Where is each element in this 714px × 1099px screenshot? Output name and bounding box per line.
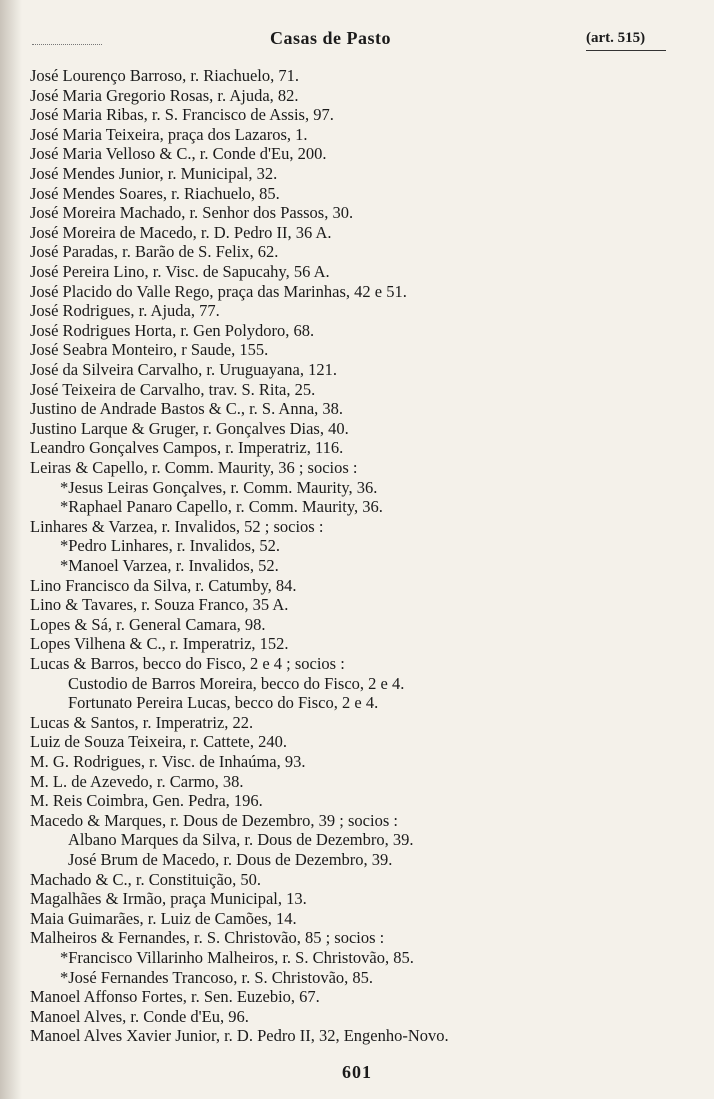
header-rule bbox=[586, 50, 666, 51]
page-edge-shadow bbox=[0, 0, 22, 1099]
directory-entry: José Lourenço Barroso, r. Riachuelo, 71. bbox=[30, 66, 299, 85]
directory-entry: Lucas & Santos, r. Imperatriz, 22. bbox=[30, 712, 254, 732]
directory-entry: José Brum de Macedo, r. Dous de Dezembro, 39. bbox=[68, 850, 393, 869]
directory-entry: José Teixeira de Carvalho, trav. S. Rita, 25. bbox=[30, 379, 316, 399]
directory-entry: José Maria Velloso & C., r. Conde d'Eu, 200. bbox=[30, 144, 327, 164]
directory-entry: José Rodrigues Horta, r. Gen Polydoro, 68. bbox=[30, 320, 315, 340]
directory-entry: José Rodrigues, r. Ajuda, 77. bbox=[30, 301, 220, 321]
directory-entry: José da Silveira Carvalho, r. Uruguayana, 121. bbox=[30, 360, 338, 379]
directory-entry: José Maria Teixeira, praça dos Lazaros, 1. bbox=[30, 124, 308, 144]
directory-entry: Machado & C., r. Constituição, 50. bbox=[30, 869, 261, 889]
directory-entry: *José Fernandes Trancoso, r. S. Christovão, 85. bbox=[60, 967, 374, 987]
directory-entry: Manoel Alves Xavier Junior, r. D. Pedro II, 32, Engenho-Novo. bbox=[30, 1026, 449, 1046]
directory-entry: Manoel Alves, r. Conde d'Eu, 96. bbox=[30, 1006, 249, 1026]
directory-entry: José Maria Gregorio Rosas, r. Ajuda, 82. bbox=[30, 85, 299, 105]
directory-entry: Justino Larque & Gruger, r. Gonçalves Dias, 40. bbox=[30, 418, 349, 438]
directory-entry: *Pedro Linhares, r. Invalidos, 52. bbox=[60, 536, 280, 556]
directory-entry: M. L. de Azevedo, r. Carmo, 38. bbox=[30, 771, 244, 791]
directory-entry: José Seabra Monteiro, r Saude, 155. bbox=[30, 340, 269, 360]
directory-entry: José Moreira Machado, r. Senhor dos Passos, 30. bbox=[30, 203, 354, 223]
directory-entry: José Maria Ribas, r. S. Francisco de Assis, 97. bbox=[30, 105, 334, 125]
directory-entry: Leandro Gonçalves Campos, r. Imperatriz, 116. bbox=[30, 438, 344, 458]
directory-entry: Lopes Vilhena & C., r. Imperatriz, 152. bbox=[30, 634, 289, 654]
directory-entry: Magalhães & Irmão, praça Municipal, 13. bbox=[30, 889, 307, 909]
directory-entry: Lino Francisco da Silva, r. Catumby, 84. bbox=[30, 575, 297, 595]
directory-entry: Lino & Tavares, r. Souza Franco, 35 A. bbox=[30, 595, 289, 615]
directory-entry: José Moreira de Macedo, r. D. Pedro II, 36 A. bbox=[30, 222, 332, 242]
directory-entry: José Paradas, r. Barão de S. Felix, 62. bbox=[30, 242, 279, 262]
directory-entry: Maia Guimarães, r. Luiz de Camões, 14. bbox=[30, 908, 297, 928]
directory-entry: José Mendes Junior, r. Municipal, 32. bbox=[30, 164, 278, 183]
directory-entry: *Raphael Panaro Capello, r. Comm. Maurity, 36. bbox=[60, 497, 383, 517]
directory-entry: José Pereira Lino, r. Visc. de Sapucahy, 56 A. bbox=[30, 262, 330, 281]
directory-entry: Lucas & Barros, becco do Fisco, 2 e 4 ; socios : bbox=[30, 654, 345, 673]
directory-entry: José Placido do Valle Rego, praça das Marinhas, 42 e 51. bbox=[30, 281, 407, 301]
directory-entry: Lopes & Sá, r. General Camara, 98. bbox=[30, 614, 266, 634]
directory-entry: José Mendes Soares, r. Riachuelo, 85. bbox=[30, 183, 280, 203]
page-header bbox=[0, 28, 714, 52]
directory-entry: Linhares & Varzea, r. Invalidos, 52 ; socios : bbox=[30, 516, 324, 536]
directory-entry: M. Reis Coimbra, Gen. Pedra, 196. bbox=[30, 791, 263, 811]
directory-entry: Malheiros & Fernandes, r. S. Christovão, 85 ; socios : bbox=[30, 928, 385, 948]
directory-entry: Macedo & Marques, r. Dous de Dezembro, 39 ; socios : bbox=[30, 810, 398, 830]
directory-entry: M. G. Rodrigues, r. Visc. de Inhaúma, 93. bbox=[30, 752, 306, 771]
directory-entry: Justino de Andrade Bastos & C., r. S. Anna, 38. bbox=[30, 399, 344, 419]
directory-entry: Manoel Affonso Fortes, r. Sen. Euzebio, 67. bbox=[30, 987, 320, 1007]
dotted-leader bbox=[32, 44, 102, 45]
directory-entry: Fortunato Pereira Lucas, becco do Fisco, 2 e 4. bbox=[68, 693, 379, 713]
page-number: 601 bbox=[342, 1062, 372, 1082]
directory-entry: Luiz de Souza Teixeira, r. Cattete, 240. bbox=[30, 732, 287, 752]
article-reference: (art. 515) bbox=[586, 30, 646, 46]
directory-entry: Leiras & Capello, r. Comm. Maurity, 36 ; socios : bbox=[30, 458, 358, 477]
directory-entry: *Jesus Leiras Gonçalves, r. Comm. Maurity, 36. bbox=[60, 477, 378, 497]
directory-entry: *Manoel Varzea, r. Invalidos, 52. bbox=[60, 556, 279, 575]
directory-entry: *Francisco Villarinho Malheiros, r. S. Christovão, 85. bbox=[60, 948, 414, 967]
directory-entry: Albano Marques da Silva, r. Dous de Dezembro, 39. bbox=[68, 830, 414, 850]
directory-entry: Custodio de Barros Moreira, becco do Fisco, 2 e 4. bbox=[68, 673, 405, 693]
section-title: Casas de Pasto bbox=[270, 28, 392, 48]
